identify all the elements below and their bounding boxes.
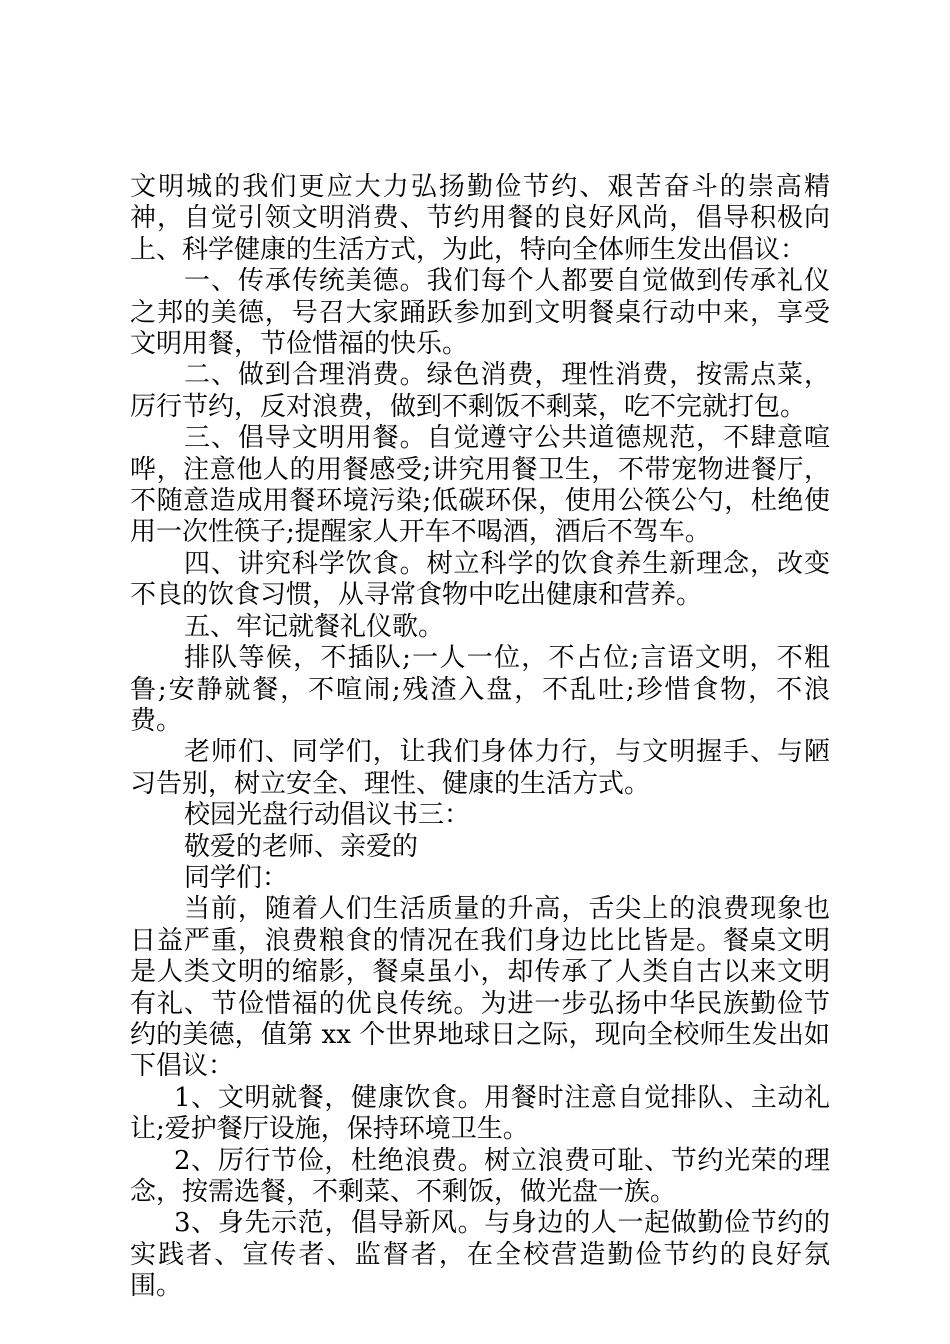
paragraph-preamble: 当前，随着人们生活质量的升高，舌尖上的浪费现象也日益严重，浪费粮食的情况在我们身边比比皆是。餐桌文明是人类文明的缩影，餐桌虽小，却传承了人类自古以来文明有礼、节俭惜福的优良传统。为进一步弘扬中华民族勤俭节约的美德，值第 xx 个世界地球日之际，现向全校师生发出如下倡议： — [130, 894, 830, 1082]
paragraph-proposal-1: 1、文明就餐，健康饮食。用餐时注意自觉排队、主动礼让;爱护餐厅设施，保持环境卫生。 — [130, 1082, 830, 1145]
paragraph-item-1: 一、传承传统美德。我们每个人都要自觉做到传承礼仪之邦的美德，号召大家踊跃参加到文明餐桌行动中来，享受文明用餐，节俭惜福的快乐。 — [130, 266, 830, 360]
paragraph-item-2: 二、做到合理消费。绿色消费，理性消费，按需点菜，厉行节约，反对浪费，做到不剩饭不剩菜，吃不完就打包。 — [130, 360, 830, 422]
document-body — [130, 172, 830, 1303]
paragraph-etiquette-song: 排队等候，不插队;一人一位，不占位;言语文明，不粗鲁;安静就餐，不喧闹;残渣入盘，不乱吐;珍惜食物，不浪费。 — [130, 643, 830, 736]
paragraph-item-5: 五、牢记就餐礼仪歌。 — [184, 611, 445, 642]
salutation-line-2: 同学们： — [184, 862, 289, 893]
paragraph-closing: 老师们、同学们，让我们身体力行，与文明握手、与陋习告别，树立安全、理性、健康的生活方式。 — [130, 737, 830, 799]
paragraph-item-3: 三、倡导文明用餐。自觉遵守公共道德规范，不肆意喧哗，注意他人的用餐感受;讲究用餐卫生，不带宠物进餐厅，不随意造成用餐环境污染;低碳环保，使用公筷公勺，杜绝使用一次性筷子;提醒家人开车不喝酒，酒后不驾车。 — [130, 423, 830, 548]
section-title: 校园光盘行动倡议书三： — [184, 800, 471, 831]
paragraph-item-4: 四、讲究科学饮食。树立科学的饮食养生新理念，改变不良的饮食习惯，从寻常食物中吃出健康和营养。 — [130, 548, 830, 611]
paragraph-proposal-3: 3、身先示范，倡导新风。与身边的人一起做勤俭节约的实践者、宣传者、监督者，在全校营造勤俭节约的良好氛围。 — [130, 1208, 830, 1302]
paragraph-proposal-2: 2、厉行节俭，杜绝浪费。树立浪费可耻、节约光荣的理念，按需选餐，不剩菜、不剩饭，做光盘一族。 — [130, 1145, 830, 1207]
paragraph-intro: 文明城的我们更应大力弘扬勤俭节约、艰苦奋斗的崇高精神，自觉引领文明消费、节约用餐的良好风尚，倡导积极向上、科学健康的生活方式，为此，特向全体师生发出倡议： — [130, 172, 830, 265]
salutation-line-1: 敬爱的老师、亲爱的 — [184, 831, 419, 862]
